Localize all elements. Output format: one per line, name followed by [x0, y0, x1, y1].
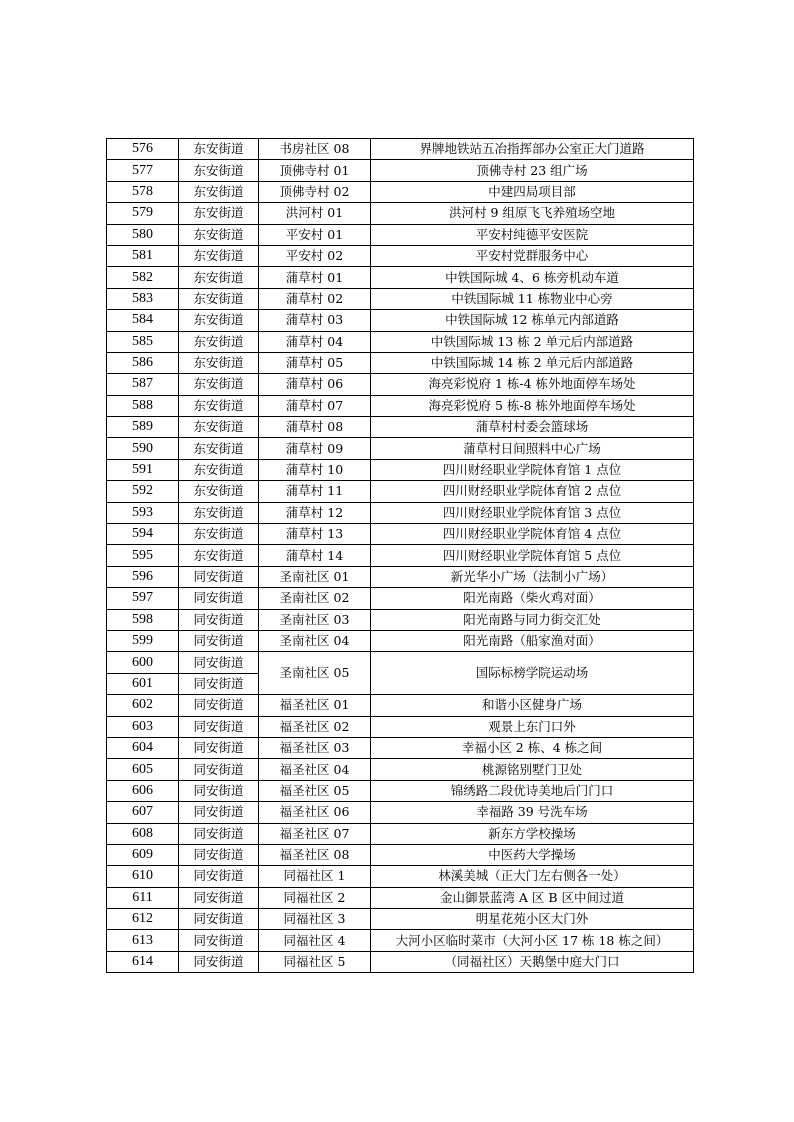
table-row — [107, 802, 694, 823]
table-row — [107, 352, 694, 373]
table-row — [107, 566, 694, 587]
site-location: 四川财经职业学院体育馆 1 点位 — [371, 459, 694, 480]
site-location: 观景上东门口外 — [371, 716, 694, 737]
site-location: 中铁国际城 4、6 栋旁机动车道 — [371, 267, 694, 288]
community-code: 福圣社区 01 — [259, 695, 371, 716]
table-row — [107, 417, 694, 438]
row-number: 609 — [107, 844, 179, 865]
street-name: 同安街道 — [179, 930, 259, 951]
site-location: 阳光南路与同力街交汇处 — [371, 609, 694, 630]
community-code: 蒲草村 04 — [259, 331, 371, 352]
community-code: 蒲草村 12 — [259, 502, 371, 523]
row-number: 589 — [107, 417, 179, 438]
site-location: 明星花苑小区大门外 — [371, 909, 694, 930]
table-row — [107, 909, 694, 930]
site-location: 平安村纯德平安医院 — [371, 224, 694, 245]
street-name: 东安街道 — [179, 524, 259, 545]
site-location: 四川财经职业学院体育馆 3 点位 — [371, 502, 694, 523]
row-number: 587 — [107, 374, 179, 395]
table-row — [107, 588, 694, 609]
street-name: 同安街道 — [179, 866, 259, 887]
community-code: 圣南社区 03 — [259, 609, 371, 630]
table-row — [107, 267, 694, 288]
table-row — [107, 139, 694, 160]
street-name: 东安街道 — [179, 267, 259, 288]
table-row — [107, 866, 694, 887]
street-name: 东安街道 — [179, 545, 259, 566]
street-name: 同安街道 — [179, 802, 259, 823]
site-location: 四川财经职业学院体育馆 4 点位 — [371, 524, 694, 545]
community-code: 蒲草村 09 — [259, 438, 371, 459]
site-location: 海亮彩悦府 5 栋-8 栋外地面停车场处 — [371, 395, 694, 416]
row-number: 614 — [107, 951, 179, 972]
site-location: 国际标榜学院运动场 — [371, 652, 694, 695]
community-code: 福圣社区 03 — [259, 737, 371, 758]
street-name: 同安街道 — [179, 737, 259, 758]
street-name: 东安街道 — [179, 139, 259, 160]
row-number: 597 — [107, 588, 179, 609]
community-code: 蒲草村 01 — [259, 267, 371, 288]
table-row — [107, 160, 694, 181]
row-number: 604 — [107, 737, 179, 758]
row-number: 605 — [107, 759, 179, 780]
row-number: 593 — [107, 502, 179, 523]
community-code: 同福社区 4 — [259, 930, 371, 951]
site-location: 和谐小区健身广场 — [371, 695, 694, 716]
row-number: 588 — [107, 395, 179, 416]
site-location: 界牌地铁站五冶指挥部办公室正大门道路 — [371, 139, 694, 160]
street-name: 东安街道 — [179, 224, 259, 245]
site-table — [106, 138, 694, 973]
street-name: 同安街道 — [179, 780, 259, 801]
site-location: 海亮彩悦府 1 栋-4 栋外地面停车场处 — [371, 374, 694, 395]
community-code: 福圣社区 06 — [259, 802, 371, 823]
street-name: 同安街道 — [179, 588, 259, 609]
street-name: 同安街道 — [179, 844, 259, 865]
street-name: 东安街道 — [179, 288, 259, 309]
row-number: 611 — [107, 887, 179, 908]
site-location: 四川财经职业学院体育馆 2 点位 — [371, 481, 694, 502]
site-location: 大河小区临时菜市（大河小区 17 栋 18 栋之间） — [371, 930, 694, 951]
row-number: 582 — [107, 267, 179, 288]
street-name: 东安街道 — [179, 160, 259, 181]
street-name: 同安街道 — [179, 566, 259, 587]
street-name: 同安街道 — [179, 673, 259, 694]
table-row — [107, 374, 694, 395]
table-row — [107, 502, 694, 523]
street-name: 同安街道 — [179, 909, 259, 930]
community-code: 福圣社区 07 — [259, 823, 371, 844]
table-row — [107, 310, 694, 331]
community-code: 同福社区 1 — [259, 866, 371, 887]
site-location: 幸福路 39 号洗车场 — [371, 802, 694, 823]
community-code: 蒲草村 10 — [259, 459, 371, 480]
row-number: 584 — [107, 310, 179, 331]
table-row — [107, 759, 694, 780]
row-number: 592 — [107, 481, 179, 502]
site-location: 新光华小广场（法制小广场） — [371, 566, 694, 587]
row-number: 595 — [107, 545, 179, 566]
street-name: 东安街道 — [179, 438, 259, 459]
table-row — [107, 844, 694, 865]
site-location: 阳光南路（船家渔对面） — [371, 630, 694, 651]
community-code: 蒲草村 02 — [259, 288, 371, 309]
community-code: 同福社区 5 — [259, 951, 371, 972]
site-location: 顶佛寺村 23 组广场 — [371, 160, 694, 181]
community-code: 蒲草村 13 — [259, 524, 371, 545]
community-code: 福圣社区 04 — [259, 759, 371, 780]
community-code: 平安村 02 — [259, 245, 371, 266]
community-code: 福圣社区 02 — [259, 716, 371, 737]
street-name: 同安街道 — [179, 759, 259, 780]
row-number: 612 — [107, 909, 179, 930]
community-code: 圣南社区 02 — [259, 588, 371, 609]
table-row — [107, 609, 694, 630]
community-code: 福圣社区 08 — [259, 844, 371, 865]
table-row — [107, 630, 694, 651]
table-body — [107, 139, 694, 973]
row-number: 596 — [107, 566, 179, 587]
site-location: 新东方学校操场 — [371, 823, 694, 844]
row-number: 591 — [107, 459, 179, 480]
row-number: 600 — [107, 652, 179, 673]
street-name: 同安街道 — [179, 652, 259, 673]
community-code: 洪河村 01 — [259, 203, 371, 224]
row-number: 599 — [107, 630, 179, 651]
table-row — [107, 224, 694, 245]
table-row — [107, 203, 694, 224]
site-location: 中铁国际城 13 栋 2 单元后内部道路 — [371, 331, 694, 352]
street-name: 东安街道 — [179, 245, 259, 266]
site-location: 中铁国际城 12 栋单元内部道路 — [371, 310, 694, 331]
street-name: 东安街道 — [179, 502, 259, 523]
community-code: 同福社区 3 — [259, 909, 371, 930]
street-name: 东安街道 — [179, 352, 259, 373]
row-number: 603 — [107, 716, 179, 737]
site-location: 桃源铭别墅门卫处 — [371, 759, 694, 780]
row-number: 578 — [107, 181, 179, 202]
row-number: 590 — [107, 438, 179, 459]
community-code: 蒲草村 14 — [259, 545, 371, 566]
table-row — [107, 288, 694, 309]
street-name: 东安街道 — [179, 374, 259, 395]
table-row — [107, 716, 694, 737]
street-name: 东安街道 — [179, 203, 259, 224]
street-name: 同安街道 — [179, 951, 259, 972]
table-row — [107, 438, 694, 459]
row-number: 583 — [107, 288, 179, 309]
street-name: 东安街道 — [179, 331, 259, 352]
site-location: 洪河村 9 组原飞飞养殖场空地 — [371, 203, 694, 224]
table-row — [107, 887, 694, 908]
community-code: 平安村 01 — [259, 224, 371, 245]
site-location: 中铁国际城 14 栋 2 单元后内部道路 — [371, 352, 694, 373]
community-code: 蒲草村 05 — [259, 352, 371, 373]
table-row — [107, 395, 694, 416]
row-number: 594 — [107, 524, 179, 545]
table-row — [107, 524, 694, 545]
row-number: 586 — [107, 352, 179, 373]
community-code: 蒲草村 07 — [259, 395, 371, 416]
table-row — [107, 331, 694, 352]
row-number: 610 — [107, 866, 179, 887]
row-number: 576 — [107, 139, 179, 160]
table-row — [107, 481, 694, 502]
table-row — [107, 181, 694, 202]
community-code: 蒲草村 08 — [259, 417, 371, 438]
table-row — [107, 737, 694, 758]
table-row — [107, 695, 694, 716]
row-number: 607 — [107, 802, 179, 823]
table-row — [107, 951, 694, 972]
street-name: 同安街道 — [179, 887, 259, 908]
community-code: 圣南社区 04 — [259, 630, 371, 651]
community-code: 顶佛寺村 01 — [259, 160, 371, 181]
site-location: 锦绣路二段优诗美地后门门口 — [371, 780, 694, 801]
site-location: （同福社区）天鹅堡中庭大门口 — [371, 951, 694, 972]
row-number: 602 — [107, 695, 179, 716]
community-code: 圣南社区 01 — [259, 566, 371, 587]
row-number: 580 — [107, 224, 179, 245]
site-location: 幸福小区 2 栋、4 栋之间 — [371, 737, 694, 758]
table-row — [107, 652, 694, 673]
site-location: 中铁国际城 11 栋物业中心旁 — [371, 288, 694, 309]
street-name: 东安街道 — [179, 417, 259, 438]
community-code: 同福社区 2 — [259, 887, 371, 908]
street-name: 同安街道 — [179, 823, 259, 844]
table-row — [107, 545, 694, 566]
community-code: 福圣社区 05 — [259, 780, 371, 801]
site-location: 蒲草村日间照料中心广场 — [371, 438, 694, 459]
table-row — [107, 930, 694, 951]
site-location: 林溪美城（正大门左右侧各一处） — [371, 866, 694, 887]
table-row — [107, 780, 694, 801]
row-number: 606 — [107, 780, 179, 801]
street-name: 东安街道 — [179, 181, 259, 202]
row-number: 581 — [107, 245, 179, 266]
site-location: 四川财经职业学院体育馆 5 点位 — [371, 545, 694, 566]
site-location: 中建四局项目部 — [371, 181, 694, 202]
site-location: 平安村党群服务中心 — [371, 245, 694, 266]
row-number: 577 — [107, 160, 179, 181]
community-code: 圣南社区 05 — [259, 652, 371, 695]
site-location: 阳光南路（柴火鸡对面） — [371, 588, 694, 609]
street-name: 同安街道 — [179, 695, 259, 716]
row-number: 601 — [107, 673, 179, 694]
site-location: 中医药大学操场 — [371, 844, 694, 865]
row-number: 608 — [107, 823, 179, 844]
site-location: 蒲草村村委会篮球场 — [371, 417, 694, 438]
row-number: 598 — [107, 609, 179, 630]
row-number: 579 — [107, 203, 179, 224]
street-name: 同安街道 — [179, 609, 259, 630]
site-location: 金山御景蓝湾 A 区 B 区中间过道 — [371, 887, 694, 908]
community-code: 蒲草村 03 — [259, 310, 371, 331]
community-code: 书房社区 08 — [259, 139, 371, 160]
street-name: 同安街道 — [179, 716, 259, 737]
street-name: 东安街道 — [179, 481, 259, 502]
street-name: 东安街道 — [179, 395, 259, 416]
community-code: 蒲草村 06 — [259, 374, 371, 395]
community-code: 顶佛寺村 02 — [259, 181, 371, 202]
row-number: 585 — [107, 331, 179, 352]
row-number: 613 — [107, 930, 179, 951]
table-row — [107, 823, 694, 844]
street-name: 同安街道 — [179, 630, 259, 651]
street-name: 东安街道 — [179, 310, 259, 331]
community-code: 蒲草村 11 — [259, 481, 371, 502]
table-row — [107, 245, 694, 266]
table-row — [107, 459, 694, 480]
street-name: 东安街道 — [179, 459, 259, 480]
